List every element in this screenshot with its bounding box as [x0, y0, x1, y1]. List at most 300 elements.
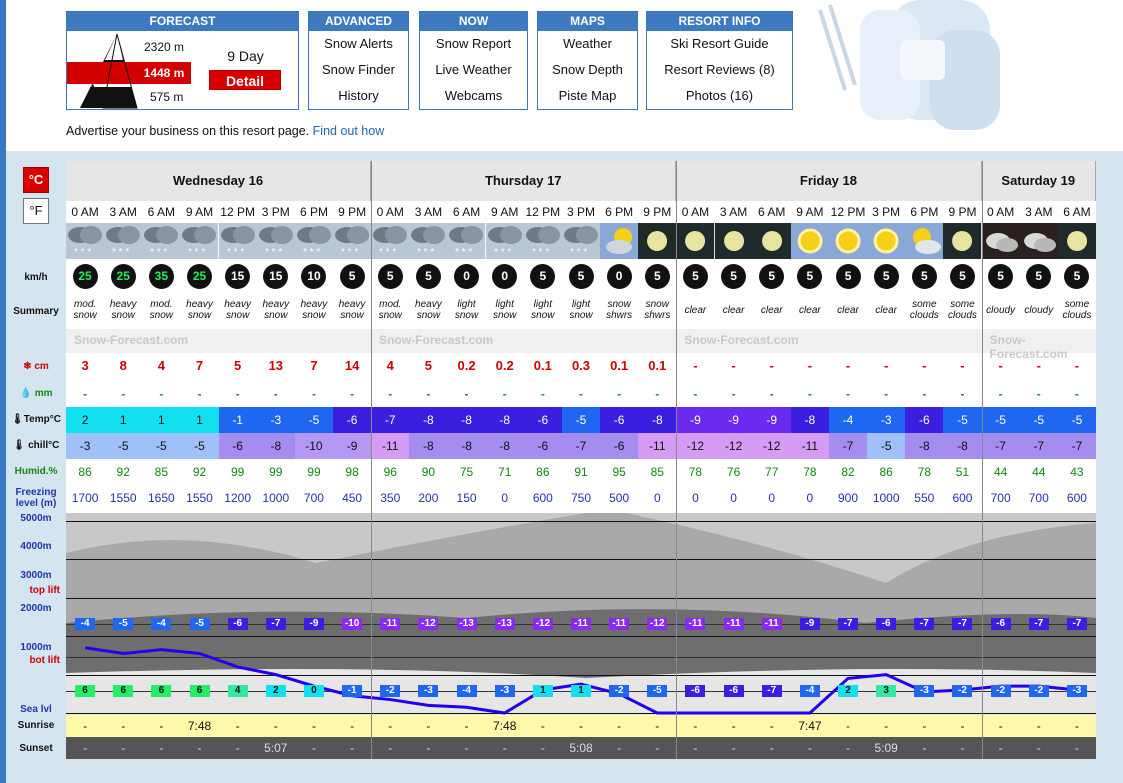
day-header[interactable]: Thursday 17 [371, 161, 676, 201]
sun-cloud-icon [905, 223, 943, 259]
bottom-lift-temp: 6 [151, 685, 171, 697]
weather-summary [104, 299, 142, 327]
ski-resort-guide-link[interactable]: Ski Resort Guide [670, 36, 769, 51]
snow-cm-cell: - [1036, 358, 1041, 373]
rain-mm-cell: - [693, 387, 698, 401]
elevation-bottom[interactable]: 575 m [150, 90, 184, 104]
freezing-level-cell: 1200 [224, 491, 251, 505]
snow-icon [333, 223, 371, 259]
top-lift-temp: -7 [266, 618, 286, 630]
label-2000m: 2000m [20, 603, 52, 614]
moon-icon [753, 223, 791, 259]
freezing-level-cell: 150 [456, 491, 477, 505]
bottom-lift-temp: 1 [533, 685, 553, 697]
summary-line: mod. [379, 299, 402, 310]
humidity-cell: 44 [993, 465, 1008, 479]
humidity-cell: 44 [1032, 465, 1046, 479]
top-lift-temp: -13 [457, 618, 477, 630]
svg-text:* * *: * * * [417, 247, 435, 258]
sunrise-cell: - [83, 719, 88, 733]
weather-summary [333, 299, 371, 327]
snow-cm-cell: 0.3 [571, 358, 591, 373]
summary-line: heavy [338, 299, 366, 310]
sunrise-cell: - [426, 719, 431, 733]
celsius-toggle[interactable]: °C [23, 167, 49, 193]
weather-summary [447, 299, 485, 327]
time-label: 6 AM [758, 205, 786, 219]
temperature-cell: -6 [600, 407, 638, 433]
wind-speed-badge: 5 [340, 264, 365, 289]
bottom-lift-temp: -2 [952, 685, 972, 697]
sun-cloud-night-icon [600, 223, 638, 259]
freezing-level-cell: 0 [692, 491, 699, 505]
summary-line: heavy [262, 299, 290, 310]
svg-text:* * *: * * * [264, 247, 282, 258]
summary-line: snow [340, 310, 364, 321]
freezing-level-path [85, 648, 1077, 713]
wind-chill-cell: -5 [142, 433, 180, 459]
freezing-level-cell: 0 [653, 491, 661, 505]
freezing-level-cell: 600 [1066, 491, 1087, 505]
photos-link[interactable]: Photos (16) [685, 88, 754, 103]
svg-text:* * *: * * * [112, 247, 130, 258]
snow-cm-cell: 3 [81, 358, 89, 373]
rain-mm-cell: - [83, 387, 88, 401]
humidity-cell: 98 [345, 465, 359, 479]
resort-reviews-link[interactable]: Resort Reviews (8) [664, 62, 775, 77]
snow-cm-cell: 5 [234, 358, 242, 373]
wind-chill-cell: -10 [295, 433, 333, 459]
temperature-cell: -9 [715, 407, 753, 433]
freezing-level-cell: 900 [838, 491, 859, 505]
wind-speed-badge: 5 [912, 264, 937, 289]
freezing-level-cell: 1000 [872, 491, 900, 505]
top-lift-temp: -11 [571, 618, 591, 630]
elevation-top[interactable]: 2320 m [144, 40, 185, 54]
snow-report-link[interactable]: Snow Report [435, 36, 512, 51]
top-lift-temp: -12 [533, 618, 553, 630]
detail-button[interactable]: Detail [209, 70, 281, 90]
sunset-cell: - [83, 741, 88, 755]
sunset-cell: - [350, 741, 355, 755]
time-label: 9 AM [796, 205, 824, 219]
advertise-line [66, 124, 384, 138]
mountain-chart [66, 513, 1096, 717]
bottom-lift-temp: -7 [762, 685, 782, 697]
wind-speed-badge: 0 [607, 264, 632, 289]
freezing-level-cell: 200 [418, 491, 439, 505]
sunrise-cell: 7:47 [798, 719, 822, 733]
watermark-text: Snow-Forecast.com [989, 333, 1068, 361]
snow-cm-cell: 7 [310, 358, 318, 373]
thermometer-chill-icon: 🌡 [12, 440, 26, 451]
bottom-lift-temp: -3 [1067, 685, 1087, 697]
top-lift-temp: -4 [75, 618, 95, 630]
snow-icon [409, 223, 447, 259]
freezing-level-cell: 700 [990, 491, 1011, 505]
freezing-level-cell: 1650 [148, 491, 175, 505]
day-header[interactable]: Wednesday 16 [66, 161, 371, 201]
sunrise-cell: - [388, 719, 393, 733]
snow-icon [219, 223, 257, 259]
sunset-cell: - [197, 741, 202, 755]
sunrise-cell: - [235, 719, 240, 733]
time-label: 3 AM [719, 205, 748, 219]
rain-mm-cell: - [807, 387, 812, 401]
freezing-level-cell: 0 [730, 491, 737, 505]
wind-chill-cell: -8 [943, 433, 981, 459]
summary-line: snow [264, 310, 288, 321]
advanced-nav-box [308, 11, 409, 110]
sunset-cell: 5:07 [264, 741, 288, 755]
rain-mm-cell: - [578, 387, 583, 401]
time-label: 9 AM [491, 205, 519, 219]
weather-summary [943, 299, 981, 327]
humidity-cell: 96 [383, 465, 397, 479]
humidity-cell: 82 [841, 465, 855, 479]
day-header[interactable]: Friday 18 [676, 161, 981, 201]
forecast-table [66, 161, 1096, 759]
weather-summary [638, 299, 676, 327]
time-label: 9 PM [338, 205, 367, 219]
snow-cm-cell: - [845, 358, 851, 373]
mountain-silhouette-icon [67, 32, 147, 110]
freezing-level-cell: 1000 [262, 491, 290, 505]
moon-icon [1058, 223, 1096, 259]
label-3000m: 3000m [20, 570, 52, 581]
sunrise-cell: - [922, 719, 927, 733]
rain-mm-cell: - [159, 387, 164, 401]
snow-cm-cell: 0.2 [457, 358, 476, 373]
summary-line: clouds [1062, 310, 1092, 321]
snow-cm-cell: - [998, 358, 1003, 373]
wind-speed-badge: 15 [263, 264, 288, 289]
humidity-cell: 77 [765, 465, 779, 479]
wind-speed-badge: 5 [530, 264, 555, 289]
cloud-night-icon [1020, 223, 1058, 259]
humidity-cell: 85 [650, 465, 664, 479]
humidity-cell: 86 [78, 465, 92, 479]
rain-mm-cell: - [426, 387, 431, 401]
summary-line: mod. [73, 299, 97, 310]
sunrise-cell: - [464, 719, 469, 733]
rain-mm-cell: - [769, 387, 774, 401]
summary-line: light [457, 299, 476, 310]
label-snow-unit: cm [34, 361, 49, 372]
snow-icon [142, 223, 180, 259]
label-freeze: Freezing level (m) [15, 487, 57, 509]
sunrise-cell: - [121, 719, 126, 733]
sunset-cell: - [426, 741, 431, 755]
freezing-level-cell: 600 [952, 491, 973, 505]
temperature-cell: -6 [905, 407, 943, 433]
summary-line: clear [799, 305, 821, 316]
summary-line: clear [837, 305, 859, 316]
weather-map-link[interactable]: Weather [563, 36, 612, 51]
summary-line: some [950, 299, 975, 310]
humidity-cell: 92 [192, 465, 207, 479]
snow-icon [295, 223, 333, 259]
time-label: 0 AM [681, 205, 710, 219]
summary-line: snow [302, 310, 326, 321]
temperature-cell: -8 [486, 407, 524, 433]
label-1000m: 1000m [20, 642, 52, 653]
time-label: 6 AM [452, 205, 481, 219]
time-label: 3 AM [1025, 205, 1053, 219]
wind-chill-cell: -7 [982, 433, 1020, 459]
top-lift-temp: -7 [838, 618, 858, 630]
sunrise-cell: - [1074, 719, 1079, 733]
time-label: 12 PM [220, 205, 255, 219]
time-label: 3 AM [109, 205, 137, 219]
sunrise-cell: - [1036, 719, 1041, 733]
wind-speed-badge: 5 [950, 264, 975, 289]
sunset-cell: - [617, 741, 622, 755]
label-rain-unit: mm [34, 388, 53, 399]
top-lift-temp: -5 [113, 618, 133, 630]
bottom-lift-temp: -4 [457, 685, 477, 697]
wind-chill-cell: -5 [867, 433, 905, 459]
bottom-lift-temp: 6 [113, 685, 133, 697]
snow-cm-cell: 4 [157, 358, 165, 373]
humidity-cell: 99 [269, 465, 283, 479]
sunset-cell: - [464, 741, 469, 755]
svg-text:* * *: * * * [379, 247, 397, 258]
summary-line: heavy [224, 299, 251, 310]
summary-line: light [533, 299, 553, 310]
time-label: 12 PM [525, 205, 561, 219]
temperature-cell: -9 [676, 407, 714, 433]
wind-speed-badge: 5 [721, 264, 746, 289]
temperature-cell: -1 [219, 407, 257, 433]
rain-mm-cell: - [502, 387, 507, 401]
elevation-mid[interactable]: 1448 m [137, 62, 191, 84]
weather-summary [66, 299, 104, 327]
sunset-cell: - [998, 741, 1003, 755]
watermark-text: Snow-Forecast.com [379, 333, 494, 347]
svg-text:* * *: * * * [302, 247, 321, 258]
top-lift-temp: -6 [876, 618, 896, 630]
advertise-text: Advertise your business on this resort page. [66, 124, 310, 138]
sunset-cell: - [1074, 741, 1079, 755]
piste-map-link[interactable]: Piste Map [558, 88, 617, 103]
moon-icon [715, 223, 753, 259]
now-header: NOW [420, 12, 527, 31]
temperature-cell: -5 [1020, 407, 1058, 433]
humidity-cell: 78 [803, 465, 817, 479]
snow-icon [371, 223, 409, 259]
resort-info-nav-box [646, 11, 793, 110]
wind-speed-badge: 5 [645, 264, 670, 289]
humidity-cell: 76 [726, 465, 741, 479]
label-summary: Summary [13, 306, 59, 317]
sunset-cell: - [769, 741, 774, 755]
bottom-lift-temp: -6 [724, 685, 744, 697]
weather-summary [371, 299, 409, 327]
day-header[interactable]: Saturday 19 [982, 161, 1096, 201]
rain-mm-cell: - [998, 387, 1003, 401]
thermometer-icon: 🌡 [11, 414, 24, 425]
rain-mm-cell: - [540, 387, 545, 401]
svg-text:* * *: * * * [569, 247, 588, 258]
summary-line: snow [531, 310, 555, 321]
rain-mm-cell: - [235, 387, 240, 401]
summary-line: clear [875, 305, 898, 316]
summary-line: snow [73, 310, 97, 321]
svg-text:* * *: * * * [226, 247, 244, 258]
sunset-cell: - [540, 741, 545, 755]
bottom-lift-temp: 4 [228, 685, 248, 697]
forecast-nav-box [66, 11, 299, 110]
sunset-cell: - [731, 741, 736, 755]
freezing-level-cell: 350 [380, 491, 401, 505]
rain-mm-cell: - [617, 387, 622, 401]
wind-speed-badge: 5 [874, 264, 899, 289]
find-out-how-link[interactable]: Find out how [312, 124, 385, 138]
webcams-link[interactable]: Webcams [444, 88, 503, 103]
resort-info-header: RESORT INFO [647, 12, 792, 31]
wind-chill-cell: -12 [676, 433, 714, 459]
wind-chill-cell: -7 [562, 433, 600, 459]
wind-chill-cell: -7 [1020, 433, 1058, 459]
sun-icon [867, 223, 905, 259]
summary-line: snow [378, 310, 402, 321]
temperature-cell: -5 [982, 407, 1020, 433]
summary-line: snow [225, 310, 250, 321]
summary-line: shwrs [644, 310, 671, 321]
fahrenheit-toggle[interactable]: °F [23, 198, 49, 224]
wind-chill-cell: -11 [638, 433, 676, 459]
sunset-cell: - [388, 741, 393, 755]
temperature-cell: -8 [791, 407, 829, 433]
top-lift-temp: -7 [914, 618, 934, 630]
top-lift-temp: -12 [418, 618, 438, 630]
top-lift-temp: -5 [190, 618, 210, 630]
wind-speed-badge: 0 [492, 264, 517, 289]
bottom-lift-temp: 2 [838, 685, 858, 697]
skier-illustration [800, 0, 1030, 150]
humidity-cell: 92 [116, 465, 130, 479]
temperature-cell: -5 [295, 407, 333, 433]
bottom-lift-temp: -3 [914, 685, 934, 697]
snow-cm-cell: - [922, 358, 927, 373]
snow-cm-cell: 0.1 [533, 358, 552, 373]
forecast-header[interactable]: FORECAST [67, 12, 298, 31]
snow-finder-link[interactable]: Snow Finder [322, 62, 395, 77]
label-wind: km/h [24, 272, 48, 283]
label-4000m: 4000m [20, 541, 52, 552]
rain-mm-cell: - [121, 387, 126, 401]
summary-line: cloudy [986, 305, 1016, 316]
snow-cm-cell: 8 [119, 358, 127, 373]
snow-cm-cell: 7 [195, 358, 204, 373]
weather-summary [295, 299, 333, 327]
bottom-lift-temp: 1 [571, 685, 591, 697]
sunrise-cell: - [273, 719, 278, 733]
freezing-level-cell: 450 [342, 491, 363, 505]
watermark-text: Snow-Forecast.com [74, 333, 189, 347]
summary-line: shwrs [606, 310, 633, 321]
temperature-cell: -8 [638, 407, 676, 433]
sunset-cell: - [311, 741, 316, 755]
snow-cm-cell: 14 [344, 358, 360, 373]
sunrise-cell: - [655, 719, 660, 733]
temperature-cell: 1 [104, 407, 142, 433]
freezing-level-cell: 550 [914, 491, 935, 505]
bottom-lift-temp: 2 [266, 685, 286, 697]
wind-chill-cell: -12 [715, 433, 753, 459]
watermark-text: Snow-Forecast.com [684, 333, 799, 347]
freezing-level-cell: 700 [303, 491, 324, 505]
rain-mm-cell: - [1074, 387, 1079, 401]
humidity-cell: 51 [955, 465, 970, 479]
summary-line: cloudy [1024, 305, 1054, 316]
sunset-cell: - [922, 741, 927, 755]
day-separator [982, 161, 983, 759]
wind-speed-badge: 5 [378, 264, 403, 289]
temperature-cell: -8 [447, 407, 485, 433]
summary-line: clouds [909, 310, 939, 321]
live-weather-link[interactable]: Live Weather [435, 62, 512, 77]
label-sunset: Sunset [19, 743, 53, 754]
summary-line: mod. [150, 299, 173, 310]
humidity-cell: 90 [421, 465, 436, 479]
temperature-cell: -5 [943, 407, 981, 433]
snow-icon [66, 223, 104, 259]
top-lift-temp: -11 [685, 618, 705, 630]
humidity-cell: 99 [230, 465, 245, 479]
summary-line: snow [569, 310, 593, 321]
label-bot-lift: bot lift [29, 655, 60, 666]
sunset-cell: 5:08 [569, 741, 593, 755]
rain-mm-cell: - [960, 387, 965, 401]
bottom-lift-temp: -2 [991, 685, 1011, 697]
time-label: 12 PM [830, 205, 866, 219]
weather-summary [486, 299, 524, 327]
snow-alerts-link[interactable]: Snow Alerts [324, 36, 393, 51]
weather-summary [142, 299, 180, 327]
wind-speed-badge: 5 [759, 264, 784, 289]
sun-icon [791, 223, 829, 259]
sunset-cell: - [121, 741, 126, 755]
moon-icon [943, 223, 981, 259]
snow-icon [524, 223, 562, 259]
sunset-cell: - [960, 741, 965, 755]
humidity-cell: 75 [459, 465, 474, 479]
summary-line: heavy [109, 299, 137, 310]
summary-line: light [495, 299, 514, 310]
weather-summary [905, 299, 943, 327]
moon-icon [676, 223, 714, 259]
svg-text:* * *: * * * [531, 247, 549, 258]
raindrop-icon: 💧 [19, 388, 32, 399]
snow-depth-link[interactable]: Snow Depth [552, 62, 623, 77]
sunset-cell: - [159, 741, 164, 755]
humidity-cell: 95 [612, 465, 626, 479]
top-lift-temp: -11 [380, 618, 400, 630]
freezing-level-cell: 1550 [109, 491, 137, 505]
wind-chill-cell: -8 [257, 433, 295, 459]
day-separator [371, 161, 372, 759]
wind-speed-badge: 5 [1026, 264, 1051, 289]
history-link[interactable]: History [338, 88, 379, 103]
sunrise-cell: - [311, 719, 316, 733]
bottom-lift-temp: -2 [380, 685, 400, 697]
humidity-cell: 78 [917, 465, 931, 479]
sunrise-cell: - [693, 719, 698, 733]
svg-text:* * *: * * * [150, 247, 168, 258]
wind-chill-cell: -8 [409, 433, 447, 459]
